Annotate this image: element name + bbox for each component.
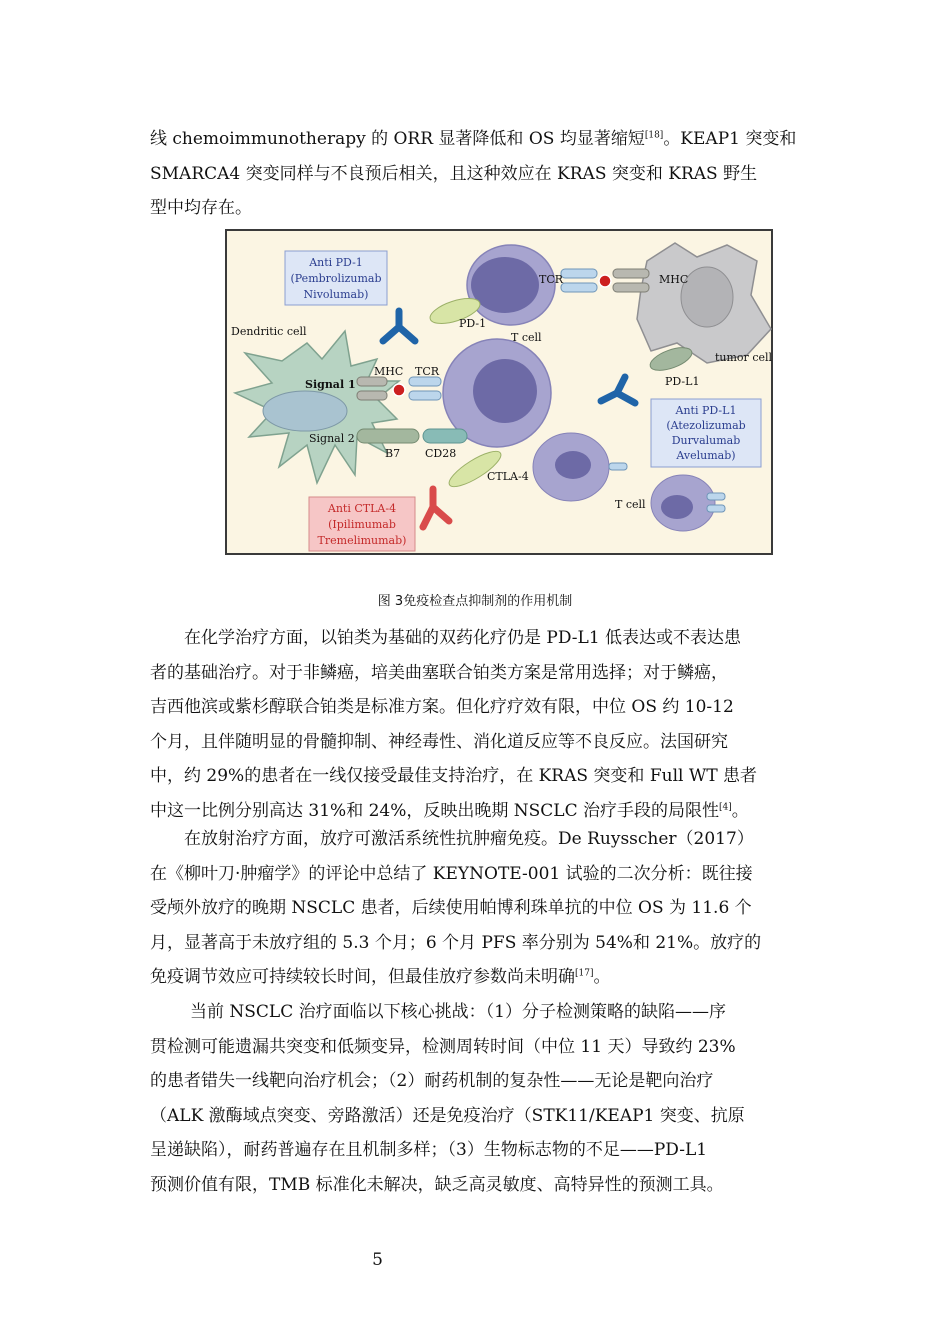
text-line: 者的基础治疗。对于非鳞癌，培美曲塞联合铂类方案是常用选择；对于鳞癌， (150, 662, 728, 683)
pd1-label: PD-1 (459, 317, 487, 330)
anti-ctla4-label-line1: Anti CTLA-4 (327, 502, 397, 515)
receptor-small-1 (609, 463, 627, 470)
signal1-label: Signal 1 (305, 378, 356, 391)
anti-pdl1-label-line2: (Atezolizumab (666, 419, 746, 432)
text-line: SMARCA4 突变同样与不良预后相关，且这种效应在 KRAS 突变和 KRAS 野生 (150, 163, 758, 184)
page-number: 5 (372, 1250, 383, 1270)
text-line: （ALK 激酶域点突变、旁路激活）还是免疫治疗（STK11/KEAP1 突变、抗原 (150, 1105, 745, 1126)
text-line: 。 (731, 800, 749, 821)
figure-illustration (227, 231, 775, 557)
anti-pd1-label-line2: (Pembrolizumab (290, 272, 382, 285)
citation: [4] (719, 801, 732, 812)
citation: [17] (575, 968, 594, 979)
figure-caption: 图 3免疫检查点抑制剂的作用机制 (377, 594, 573, 609)
mhc-tcr-complex-top (561, 269, 649, 292)
t-cell-bottom-label: T cell (615, 498, 646, 511)
signal2-label: Signal 2 (309, 432, 355, 445)
citation: [18] (644, 130, 664, 141)
central-t-cell-nucleus (473, 359, 537, 423)
anti-pdl1-label-line1: Anti PD-L1 (675, 404, 737, 417)
anti-ctla4-label-line3: Tremelimumab) (317, 534, 407, 547)
mhc-top-label: MHC (659, 273, 689, 286)
paragraph-challenges (150, 995, 806, 1202)
text-line: 受颅外放疗的晚期 NSCLC 患者，后续使用帕博利珠单抗的中位 OS 为 11.6 个 (150, 898, 752, 918)
antibody-anti-pdl1 (601, 377, 635, 403)
dendritic-cell-label: Dendritic cell (231, 325, 307, 338)
text-line: 预测价值有限，TMB 标准化未解决，缺乏高灵敏度、高特异性的预测工具。 (150, 1174, 724, 1195)
tcr-left-label: TCR (415, 365, 440, 378)
b7-label: B7 (385, 447, 401, 460)
tumor-cell-label: tumor cell (715, 351, 773, 364)
b7-cd28-complex (357, 429, 467, 443)
antibody-anti-ctla4 (423, 489, 449, 527)
text-line: 。 (593, 967, 611, 987)
mhc-left-label: MHC (374, 365, 404, 378)
text-line: 在《柳叶刀·肿瘤学》的评论中总结了 KEYNOTE-001 试验的二次分析：既往接 (150, 863, 753, 884)
text-line: 在放射治疗方面，放疗可激活系统性抗肿瘤免疫。De Ruysscher（2017） (184, 829, 754, 849)
t-cell-small-2-nucleus (661, 495, 693, 519)
text-line: 吉西他滨或紫杉醇联合铂类是标准方案。但化疗疗效有限，中位 OS 约 10-12 (150, 697, 734, 717)
pdl1-label: PD-L1 (665, 375, 700, 388)
t-cell-small-1-nucleus (555, 451, 591, 479)
anti-pd1-label-line1: Anti PD-1 (309, 256, 363, 269)
text-line: 月，显著高于未放疗组的 5.3 个月；6 个月 PFS 率分别为 54%和 21%。放疗的 (150, 932, 762, 953)
tumor-nucleus (681, 267, 733, 327)
tcr-top-label: TCR (539, 273, 564, 286)
text-line: 在化学治疗方面，以铂类为基础的双药化疗仍是 PD-L1 低表达或不表达患 (184, 628, 742, 648)
antibody-anti-pd1 (383, 311, 415, 341)
receptor-small-3 (707, 505, 725, 512)
paragraph-continuation (150, 122, 806, 226)
text-line: 型中均存在。 (150, 198, 252, 218)
anti-pd1-label-line3: Nivolumab) (303, 288, 369, 301)
cd28-label: CD28 (425, 447, 457, 460)
top-t-cell-nucleus (471, 257, 539, 313)
figure-immune-checkpoint (225, 229, 773, 555)
receptor-small-2 (707, 493, 725, 500)
text-line: 免疫调节效应可持续较长时间，但最佳放疗参数尚未明确 (150, 967, 575, 987)
dendritic-nucleus (263, 391, 347, 431)
text-line: 个月，且伴随明显的骨髓抑制、神经毒性、消化道反应等不良反应。法国研究 (150, 731, 728, 752)
text-line: 当前 NSCLC 治疗面临以下核心挑战：（1）分子检测策略的缺陷——序 (190, 1002, 726, 1022)
text-line: 中这一比例分别高达 31%和 24%，反映出晚期 NSCLC 治疗手段的局限性 (150, 800, 720, 821)
text-line: 贯检测可能遗漏共突变和低频变异，检测周转时间（中位 11 天）导致约 23% (150, 1036, 736, 1057)
anti-pdl1-label-line3: Durvalumab (671, 434, 741, 447)
ctla4-label: CTLA-4 (487, 470, 529, 483)
t-cell-top-label: T cell (511, 331, 542, 344)
anti-pdl1-label-line4: Avelumab) (676, 449, 736, 462)
text-line: 线 chemoimmunotherapy 的 ORR 显著降低和 OS 均显著缩短 (150, 129, 645, 149)
text-line: 。KEAP1 突变和 (663, 129, 797, 149)
text-line: 呈递缺陷），耐药普遍存在且机制多样；（3）生物标志物的不足——PD-L1 (150, 1140, 708, 1160)
anti-ctla4-label-line2: (Ipilimumab (328, 518, 396, 531)
text-line: 中，约 29%的患者在一线仅接受最佳支持治疗，在 KRAS 突变和 Full WT 患者 (150, 766, 758, 786)
text-line: 的患者错失一线靶向治疗机会；（2）耐药机制的复杂性——无论是靶向治疗 (150, 1071, 714, 1091)
paragraph-chemotherapy (150, 621, 806, 828)
paragraph-radiotherapy (150, 822, 806, 995)
